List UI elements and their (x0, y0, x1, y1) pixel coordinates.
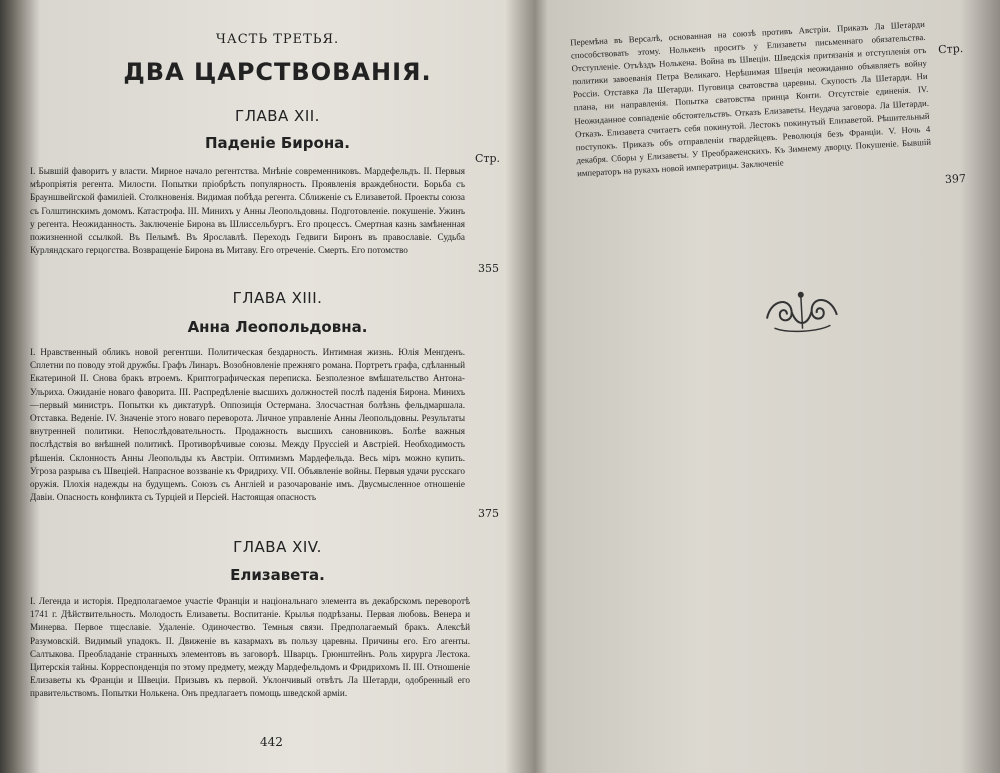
chapter-heading: ГЛАВА XII. (235, 107, 320, 125)
left-page (30, 0, 525, 773)
chapter-summary: I. Легенда и исторія. Предполагаемое участіе Франціи и національнаго элемента въ декабрскомъ переворотѣ 1741 г. Дѣйствительность. Молодость Елизаветы. Воспитаніе. Крылья подрѣзаны. Первая любовь. Венера и Минерва. Первое тщеславіе. Удаленіе. Одиночество. Темныя связи. Предполагаемый бракъ. Алексѣй Разумовскій. Видимый упадокъ. II. Движеніе въ казармахъ въ пользу царевны. Причины его. Его агенты. Салтыкова. Преобладаніе странныхъ элементовъ въ заговорѣ. Шварцъ. Грюнштейнъ. Роль хирурга Лестока. Цитерскія тайны. Корреспонденція по этому предмету, между Мардефельдомъ и Фридрихомъ II. III. Отношеніе Елизаветы къ Франціи и Швеціи. Призывъ къ первой. Уклончивый отвѣтъ Ла Шетарди, одобренный его правительствомъ. Попытки Нолькена. Онъ предлагаетъ помощь шведской арміи. (30, 596, 470, 699)
chapter-subtitle: Паденіе Бирона. (204, 134, 351, 152)
page-column-label: Стр. (937, 41, 964, 57)
part-label: ЧАСТЬ ТРЕТЬЯ. (215, 32, 340, 47)
chapter-page-number: 375 (478, 507, 499, 520)
page-column-label: Стр. (475, 152, 501, 165)
chapter-heading: ГЛАВА XIV. (233, 538, 322, 556)
chapter-summary-continued: Перемѣна въ Версалѣ, основанная на союзѣ противъ Австріи. Приказъ Ла Шетарди способствовать этому. Нолькенъ проситъ у Елизаветы письменнаго обязательства. Отступленіе. Отъѣздъ Нолькена. Война въ Швеціи. Шведскія притязанія и отступленія отъ политики завоеванія Петра Великаго. Нерѣшимая Швеція неожиданно объявляетъ войну Россіи. Отставка Ла Шетарди. Пуговица сватовства царевны. Скупость Ла Шетарди. Ни плана, ни направленія. Попытка сватовства принца Конти. Отсутствіе единенія. IV. Неожиданное совпаденіе обстоятельствъ. Отказъ Елизаветы. Неудача заговора. Ла Шетарди. Отказъ. Елизавета считаетъ себя покинутой. Лестокъ покинутый Елизаветой. Рѣшительный поступокъ. Приказъ объ отправленіи гвардейцевъ. Революція безъ Франціи. V. Ночь 4 декабря. Сборы у Елизаветы. У Преображенскихъ. Къ Зимнему дворцу. Покушеніе. Бывшій императоръ на рукахъ новой императрицы. Заключеніе (570, 18, 932, 179)
chapter-page-number: 397 (944, 171, 967, 187)
chapter-subtitle: Елизавета. (230, 566, 325, 584)
right-page (540, 0, 1000, 772)
chapter-summary: I. Нравственный обликъ новой регентши. Политическая бездарность. Интимная жизнь. Юлія Менгденъ. Сплетни по поводу этой дружбы. Графъ Линаръ. Возобновленіе прежняго романа. Портретъ графа, сдѣланный Екатериной II. Снова бракъ втроемъ. Криптографическая переписка. Безполезное вмѣшательство Антона-Ульриха. Ожиданіе новаго фаворита. III. Распредѣленіе высшихъ должностей послѣ паденія Бирона. Минихъ—первый министръ. Попытки къ диктатурѣ. Оппозиція Остермана. Злосчастная болѣзнь фельдмаршала. Отставка. Веденіе. IV. Значеніе этого новаго переворота. Личное управленіе Анны Леопольдовны. Результаты внутренней политики. Непослѣдовательность. Продажность высшихъ сановниковъ. Болѣе важныя послѣдствія во внѣшней политикѣ. Противорѣчивые союзы. Между Пруссіей и Австріей. Необходимость рѣшенія. Склонность Анны Леопольды къ Австріи. Оптимизмъ Мардефельда. Весь міръ можно купить. Угроза разрыва съ Швеціей. Напрасное воззваніе къ Фридриху. VII. Объявленіе войны. Первыя удачи русскаго оружія. Плохія надежды на будущемъ. Союзъ съ Англіей и разочарованіе имъ. Двусмысленное отношеніе Давіи. Опасность конфликта съ Турціей и Персіей. Настоящая опасность (30, 347, 465, 503)
chapter-summary: I. Бывшій фаворитъ у власти. Мирное начало регентства. Мнѣніе современниковъ. Мардефельдъ. II. Первыя мѣропріятія регента. Милости. Попытки пріобрѣсть популярность. Проявленія враждебности. Борьба съ Брауншвейгской фамиліей. Столкновенія. Видимая побѣда регента. Сближеніе съ Елизаветой. Проекты союза съ Голштинскимъ домомъ. Катастрофа. III. Минихъ у Анны Леопольдовны. Подготовленіе. покушеніе. Ужинъ у регента. Неожиданность. Заключеніе Бирона въ Шлиссельбургъ. Его процессъ. Смертная казнь замѣненная пожизненной ссылкой. Въ Пелымѣ. Въ Ярославлѣ. Переходъ Гедвиги Биронъ въ православіе. Судьба Курляндскаго герцогства. Возвращеніе Бирона въ Митаву. Его отреченіе. Смерть. Его потомство (30, 166, 465, 256)
book-title: ДВА ЦАРСТВОВАНІЯ. (123, 58, 432, 86)
chapter-page-number: 355 (478, 262, 499, 275)
chapter-subtitle: Анна Леопольдовна. (187, 318, 368, 336)
chapter-heading: ГЛАВА XIII. (232, 289, 323, 307)
ornament-icon (760, 285, 843, 339)
page-folio: 442 (260, 735, 283, 749)
